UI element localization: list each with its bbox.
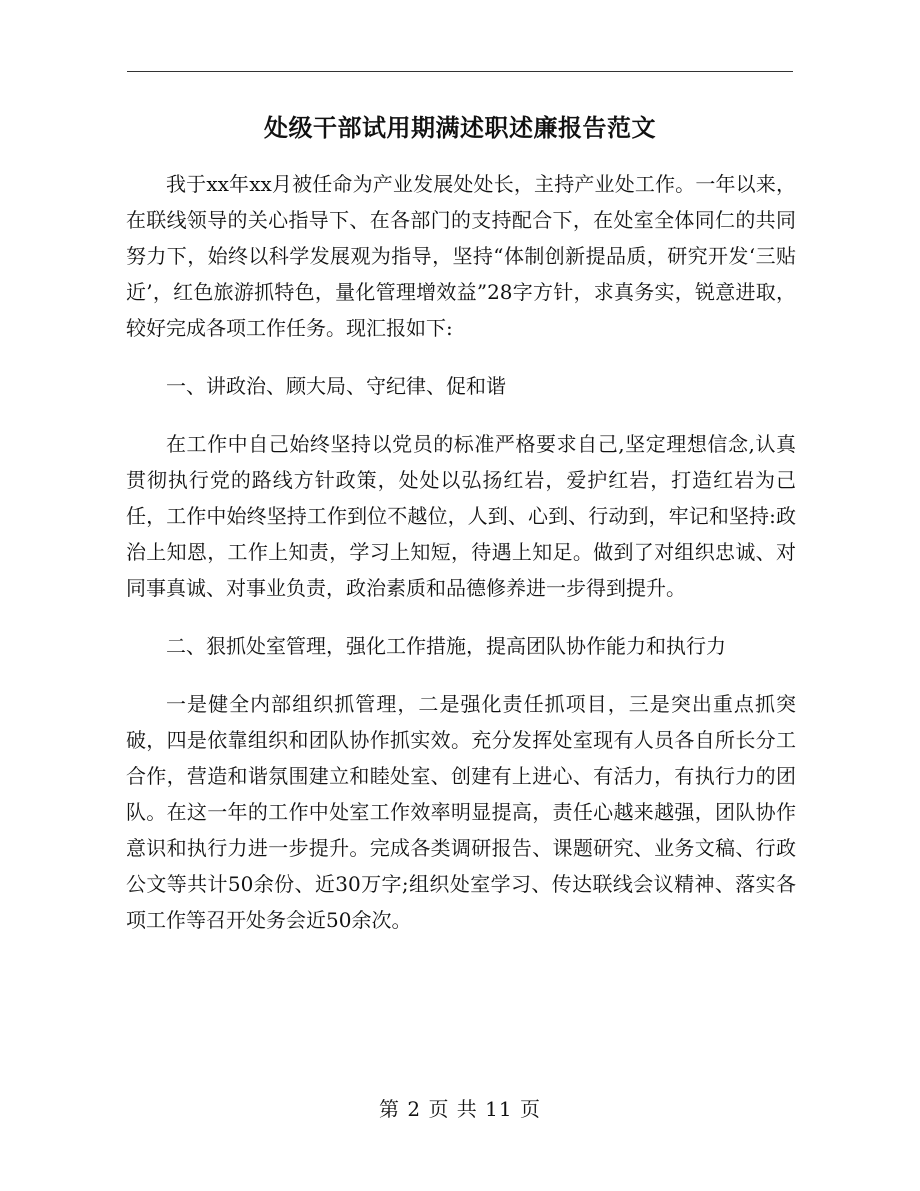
intro-paragraph: 我于xx年xx月被任命为产业发展处处长，主持产业处工作。一年以来，在联线领导的关心指导下、在各部门的支持配合下，在处室全体同仁的共同努力下，始终以科学发展观为指导，坚持“体制创新提品质，研究开发‘三贴近’，红色旅游抓特色，量化管理增效益”28字方针，求真务实，锐意进取，较好完成各项工作任务。现汇报如下: bbox=[126, 172, 796, 340]
section-heading-2: 二、狠抓处室管理，强化工作措施，提高团队协作能力和执行力 bbox=[166, 634, 726, 658]
page-number-footer: 第 2 页 共 11 页 bbox=[379, 1097, 541, 1121]
section-heading-1: 一、讲政治、顾大局、守纪律、促和谐 bbox=[166, 374, 506, 398]
section-1-paragraph: 在工作中自己始终坚持以党员的标准严格要求自己,坚定理想信念,认真贯彻执行党的路线方针政策，处处以弘扬红岩，爱护红岩，打造红岩为己任，工作中始终坚持工作到位不越位，人到、心到、行动到，牢记和坚持:政治上知恩，工作上知责，学习上知短，待遇上知足。做到了对组织忠诚、对同事真诚、对事业负责，政治素质和品德修养进一步得到提升。 bbox=[126, 432, 796, 600]
document-body bbox=[126, 166, 796, 960]
section-2-paragraph: 一是健全内部组织抓管理，二是强化责任抓项目，三是突出重点抓突破，四是依靠组织和团队协作抓实效。充分发挥处室现有人员各自所长分工合作，营造和谐氛围建立和睦处室、创建有上进心、有活力，有执行力的团队。在这一年的工作中处室工作效率明显提高，责任心越来越强，团队协作意识和执行力进一步提升。完成各类调研报告、课题研究、业务文稿、行政公文等共计50余份、近30万字;组织处室学习、传达联线会议精神、落实各项工作等召开处务会近50余次。 bbox=[126, 692, 796, 932]
header-rule bbox=[127, 71, 793, 72]
document-title: 处级干部试用期满述职述廉报告范文 bbox=[264, 113, 656, 142]
